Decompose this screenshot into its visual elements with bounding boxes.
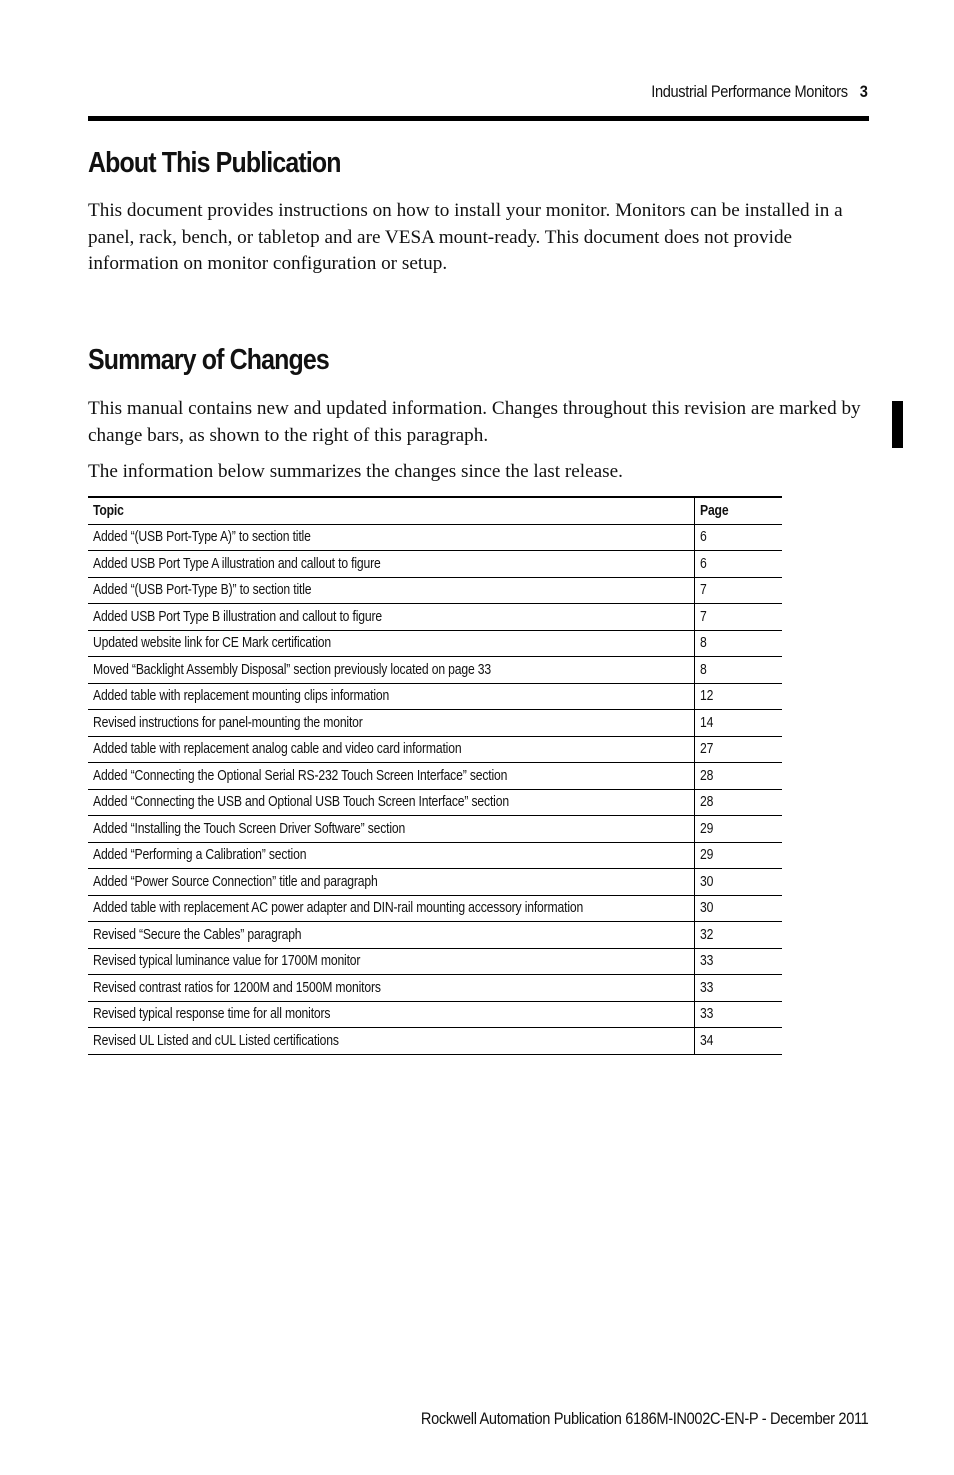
column-header-page: Page bbox=[695, 497, 783, 524]
table-row bbox=[88, 524, 782, 551]
topic-cell: Revised contrast ratios for 1200M and 1500M monitors bbox=[88, 975, 695, 1002]
page-cell: 14 bbox=[695, 710, 783, 737]
page-cell: 30 bbox=[695, 895, 783, 922]
table-row bbox=[88, 1028, 782, 1055]
summary-intro-paragraph: The information below summarizes the changes since the last release. bbox=[88, 461, 623, 482]
table-row bbox=[88, 657, 782, 684]
page-cell: 7 bbox=[695, 577, 783, 604]
table-row bbox=[88, 975, 782, 1002]
table-row bbox=[88, 789, 782, 816]
table-row bbox=[88, 630, 782, 657]
table-row bbox=[88, 895, 782, 922]
page-number: 3 bbox=[860, 82, 868, 101]
topic-cell: Updated website link for CE Mark certification bbox=[88, 630, 695, 657]
topic-cell: Moved “Backlight Assembly Disposal” section previously located on page 33 bbox=[88, 657, 695, 684]
topic-cell: Added “Power Source Connection” title and paragraph bbox=[88, 869, 695, 896]
page-cell: 8 bbox=[695, 657, 783, 684]
table-row bbox=[88, 763, 782, 790]
table-row bbox=[88, 683, 782, 710]
table-row bbox=[88, 577, 782, 604]
topic-cell: Revised typical response time for all monitors bbox=[88, 1001, 695, 1028]
topic-cell: Added “(USB Port-Type A)” to section title bbox=[88, 524, 695, 551]
summary-heading: Summary of Changes bbox=[88, 344, 329, 376]
page-cell: 32 bbox=[695, 922, 783, 949]
table-row bbox=[88, 736, 782, 763]
table-row bbox=[88, 1001, 782, 1028]
table-row bbox=[88, 869, 782, 896]
column-header-topic: Topic bbox=[88, 497, 695, 524]
topic-cell: Added “Connecting the Optional Serial RS-232 Touch Screen Interface” section bbox=[88, 763, 695, 790]
topic-cell: Added table with replacement mounting clips information bbox=[88, 683, 695, 710]
page-cell: 29 bbox=[695, 842, 783, 869]
page-cell: 6 bbox=[695, 551, 783, 578]
table-row bbox=[88, 842, 782, 869]
running-header bbox=[652, 82, 868, 102]
change-bar bbox=[892, 401, 903, 448]
table-header-row bbox=[88, 497, 782, 524]
topic-cell: Added table with replacement analog cable and video card information bbox=[88, 736, 695, 763]
topic-cell: Added “Performing a Calibration” section bbox=[88, 842, 695, 869]
page-cell: 29 bbox=[695, 816, 783, 843]
page-cell: 30 bbox=[695, 869, 783, 896]
header-rule bbox=[88, 116, 869, 121]
page-cell: 7 bbox=[695, 604, 783, 631]
page-cell: 27 bbox=[695, 736, 783, 763]
topic-cell: Added “Installing the Touch Screen Driver Software” section bbox=[88, 816, 695, 843]
page-cell: 33 bbox=[695, 1001, 783, 1028]
table-row bbox=[88, 551, 782, 578]
page-cell: 8 bbox=[695, 630, 783, 657]
about-heading: About This Publication bbox=[88, 147, 341, 179]
page-cell: 34 bbox=[695, 1028, 783, 1055]
page-cell: 12 bbox=[695, 683, 783, 710]
publication-footer: Rockwell Automation Publication 6186M-IN002C-EN-P - December 2011 bbox=[420, 1409, 868, 1428]
topic-cell: Added table with replacement AC power adapter and DIN-rail mounting accessory information bbox=[88, 895, 695, 922]
summary-paragraph: This manual contains new and updated information. Changes throughout this revision are marked by change bars, as shown to the right of this paragraph. bbox=[88, 398, 861, 446]
page-cell: 33 bbox=[695, 975, 783, 1002]
page-cell: 28 bbox=[695, 763, 783, 790]
topic-cell: Revised “Secure the Cables” paragraph bbox=[88, 922, 695, 949]
topic-cell: Added “Connecting the USB and Optional USB Touch Screen Interface” section bbox=[88, 789, 695, 816]
about-paragraph: This document provides instructions on how to install your monitor. Monitors can be installed in a panel, rack, bench, or tabletop and are VESA mount-ready. This document does not provide information on monitor configuration or setup. bbox=[88, 200, 843, 274]
table-row bbox=[88, 710, 782, 737]
changes-table bbox=[88, 496, 782, 1055]
topic-cell: Revised UL Listed and cUL Listed certifications bbox=[88, 1028, 695, 1055]
page-cell: 6 bbox=[695, 524, 783, 551]
topic-cell: Added USB Port Type B illustration and callout to figure bbox=[88, 604, 695, 631]
topic-cell: Added USB Port Type A illustration and callout to figure bbox=[88, 551, 695, 578]
changes-table-body bbox=[88, 524, 782, 1054]
table-row bbox=[88, 948, 782, 975]
topic-cell: Revised instructions for panel-mounting the monitor bbox=[88, 710, 695, 737]
topic-cell: Added “(USB Port-Type B)” to section title bbox=[88, 577, 695, 604]
table-row bbox=[88, 816, 782, 843]
topic-cell: Revised typical luminance value for 1700M monitor bbox=[88, 948, 695, 975]
page-cell: 33 bbox=[695, 948, 783, 975]
page-cell: 28 bbox=[695, 789, 783, 816]
table-row bbox=[88, 604, 782, 631]
table-row bbox=[88, 922, 782, 949]
running-header-title: Industrial Performance Monitors bbox=[651, 82, 849, 101]
